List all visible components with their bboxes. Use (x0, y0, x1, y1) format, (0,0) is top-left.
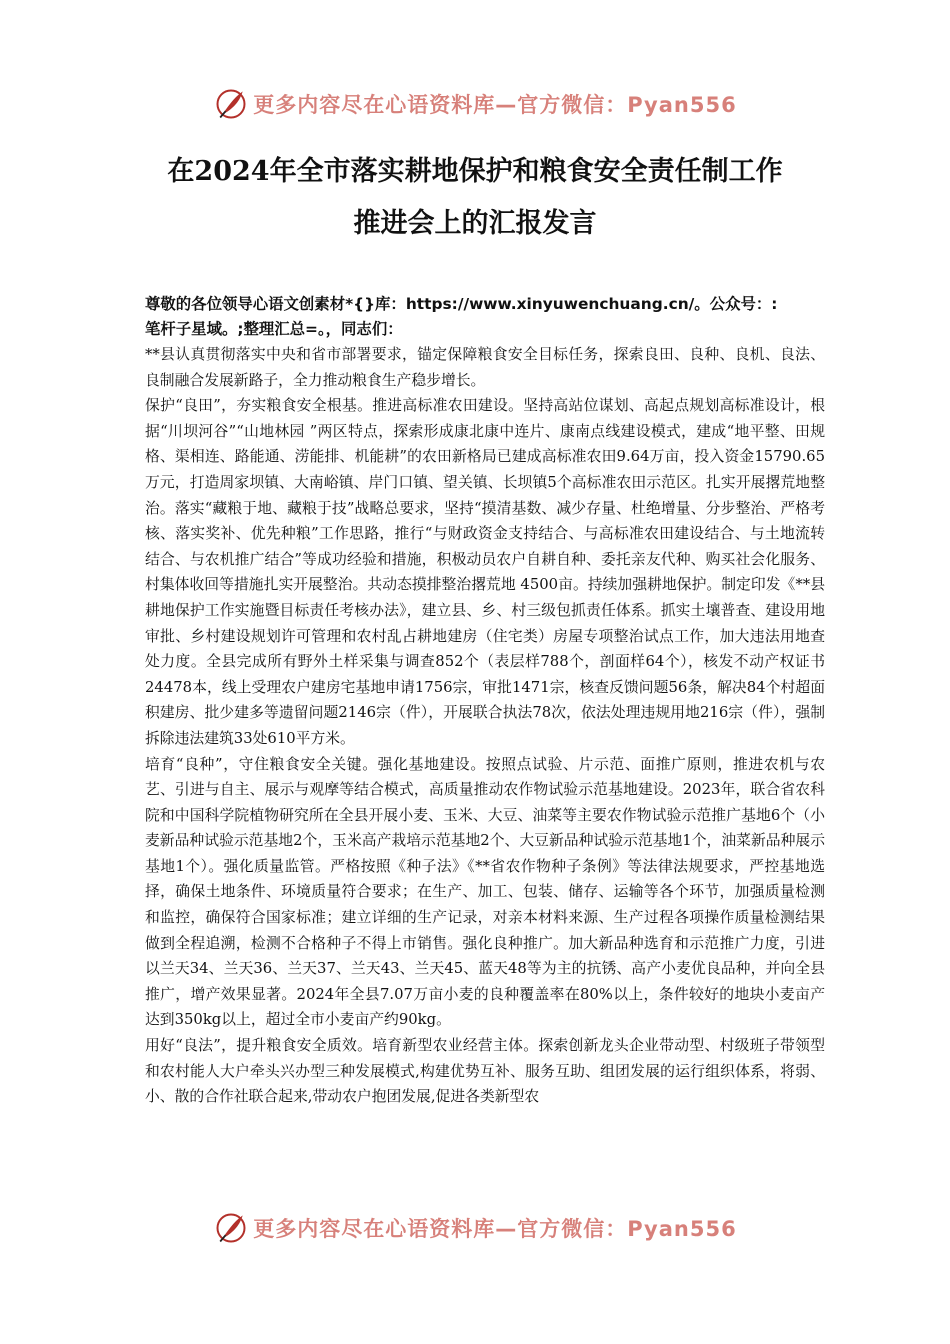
watermark-text: 更多内容尽在心语资料库—官方微信：Pyan556 (253, 1217, 737, 1241)
paragraph-good-fields: 保护“良田”，夯实粮食安全根基。推进高标准农田建设。坚持高站位谋划、高起点规划高标准设计，根据“川坝河谷”“山地林园 ”两区特点，探索形成康北康中连片、康南点线建设模式，建成“地平整、田规格、渠相连、路能通、涝能排、机能耕”的农田新格局已建成高标准农田9.64万亩，投入资金15790.65万元，打造周家坝镇、大南峪镇、岸门口镇、望关镇、长坝镇5个高标准农田示范区。扎实开展撂荒地整治。落实“藏粮于地、藏粮于技”战略总要求，坚持“摸清基数、减少存量、杜绝增量、分步整治、严格考核、落实奖补、优先种粮”工作思路，推行“与财政资金支持结合、与高标准农田建设结合、与土地流转结合、与农机推广结合”等成功经验和措施，积极动员农户自耕自种、委托亲友代种、购买社会化服务、村集体收回等措施扎实开展整治。共动态摸排整治撂荒地 4500亩。持续加强耕地保护。制定印发《**县耕地保护工作实施暨目标责任考核办法》，建立县、乡、村三级包抓责任体系。抓实土壤普查、建设用地审批、乡村建设规划许可管理和农村乱占耕地建房（住宅类）房屋专项整治试点工作，加大违法用地查处力度。全县完成所有野外土样采集与调查852个（表层样788个，剖面样64个），核发不动产权证书24478本，线上受理农户建房宅基地申请1756宗，审批1471宗，核查反馈问题56条，解决84个村超面积建房、批少建多等遗留问题2146宗（件），开展联合执法78次，依法处理违规用地216宗（件），强制拆除违法建筑33处610平方米。 (145, 397, 825, 747)
header-watermark-banner (0, 82, 950, 126)
paragraph-good-methods: 用好“良法”，提升粮食安全质效。培育新型农业经营主体。探索创新龙头企业带动型、村级班子带领型和农村能人大户牵头兴办型三种发展模式,构建优势互补、服务互助、组团发展的运行组织体系，将弱、小、散的合作社联合起来,带动农户抱团发展,促进各类新型农 (145, 1037, 825, 1106)
document-title (100, 146, 850, 250)
watermark-text: 更多内容尽在心语资料库—官方微信：Pyan556 (253, 93, 737, 117)
greeting-line-1: 尊敬的各位领导心语文创素材*{}库：https://www.xinyuwenchuang.cn/。公众号：: (145, 295, 778, 313)
greeting-line-2: 笔杆子星域。;整理汇总=。，同志们： (145, 320, 403, 338)
feather-pen-logo-icon (213, 86, 249, 122)
feather-pen-logo-icon (213, 1210, 249, 1246)
document-body (145, 292, 825, 1110)
title-line-1: 在2024年全市落实耕地保护和粮食安全责任制工作 (167, 156, 783, 187)
footer-watermark-banner (0, 1206, 950, 1250)
title-line-2: 推进会上的汇报发言 (353, 208, 597, 239)
paragraph-intro: **县认真贯彻落实中央和省市部署要求，锚定保障粮食安全目标任务，探索良田、良种、良机、良法、良制融合发展新路子，全力推动粮食生产稳步增长。 (145, 346, 825, 389)
paragraph-good-seeds: 培育“良种”，守住粮食安全关键。强化基地建设。按照点试验、片示范、面推广原则，推进农机与农艺、引进与自主、展示与观摩等结合模式，高质量推动农作物试验示范基地建设。2023年，联合省农科院和中国科学院植物研究所在全县开展小麦、玉米、大豆、油菜等主要农作物试验示范推广基地6个（小麦新品种试验示范基地2个，玉米高产栽培示范基地2个、大豆新品种试验示范基地1个，油菜新品种展示基地1个）。强化质量监管。严格按照《种子法》《**省农作物种子条例》等法律法规要求，严控基地选择，确保土地条件、环境质量符合要求；在生产、加工、包装、储存、运输等各个环节，加强质量检测和监控，确保符合国家标准；建立详细的生产记录，对亲本材料来源、生产过程各项操作质量检测结果做到全程追溯，检测不合格种子不得上市销售。强化良种推广。加大新品种选育和示范推广力度，引进以兰天34、兰天36、兰天37、兰天43、兰天45、蓝天48等为主的抗锈、高产小麦优良品种，并向全县推广，增产效果显著。2024年全县7.07万亩小麦的良种覆盖率在80%以上，条件较好的地块小麦亩产达到350kg以上，超过全市小麦亩产约90kg。 (145, 755, 825, 1029)
